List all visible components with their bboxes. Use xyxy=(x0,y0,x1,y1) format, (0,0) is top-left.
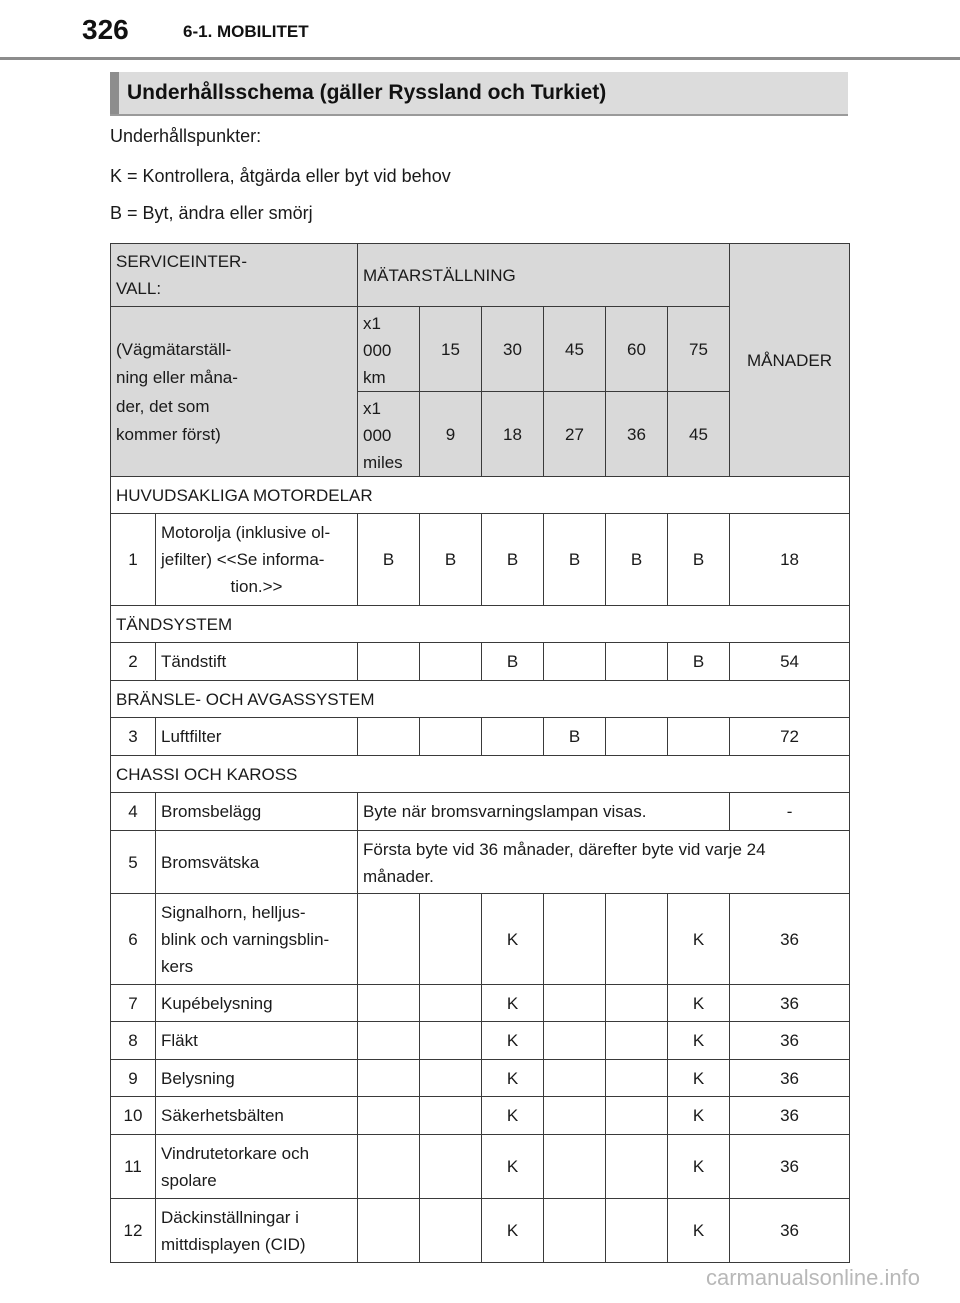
row-number: 2 xyxy=(111,643,156,681)
interval-note-line: der, det som xyxy=(116,396,210,416)
interval-cell: B xyxy=(544,718,606,756)
interval-cell xyxy=(606,1060,668,1097)
miles-value: 27 xyxy=(544,392,606,477)
table-row xyxy=(111,831,850,894)
miles-value: 18 xyxy=(482,392,544,477)
km-value: 30 xyxy=(482,307,544,392)
row-item: Bromsbelägg xyxy=(156,793,358,831)
miles-unit-line: x1 000 xyxy=(363,399,392,445)
section-heading-bar xyxy=(110,72,119,114)
row-item: Fläkt xyxy=(156,1022,358,1060)
row-item-line: mittdisplayen (CID) xyxy=(161,1234,306,1254)
table-header-row xyxy=(111,244,850,307)
interval-cell: K xyxy=(482,1199,544,1263)
chapter-title: 6-1. MOBILITET xyxy=(183,22,309,41)
row-item-line: Signalhorn, helljus- xyxy=(161,902,306,922)
table-row xyxy=(111,718,850,756)
intro-line: Underhållspunkter: xyxy=(110,126,262,146)
interval-cell: K xyxy=(668,1135,730,1199)
interval-cell xyxy=(544,1135,606,1199)
interval-cell xyxy=(606,1022,668,1060)
interval-note-line: (Vägmätarställ- xyxy=(116,339,232,359)
interval-cell: K xyxy=(668,1022,730,1060)
intro-line: K = Kontrollera, åtgärda eller byt vid behov xyxy=(110,166,451,186)
row-number: 3 xyxy=(111,718,156,756)
service-interval-line: SERVICEINTER- xyxy=(116,252,247,271)
months-cell: 36 xyxy=(730,1097,850,1135)
section-label: BRÄNSLE- OCH AVGASSYSTEM xyxy=(111,681,850,718)
odometer-header: MÄTARSTÄLLNING xyxy=(358,244,730,307)
interval-cell xyxy=(420,894,482,985)
interval-cell: K xyxy=(668,894,730,985)
interval-cell: K xyxy=(482,1022,544,1060)
page-header xyxy=(0,0,960,60)
row-item-line: spolare xyxy=(161,1170,217,1190)
interval-note-line: ning eller måna- xyxy=(116,368,238,387)
row-number: 9 xyxy=(111,1060,156,1097)
interval-cell: B xyxy=(544,514,606,606)
row-item-line: kers xyxy=(161,956,194,976)
row-item: Kupébelysning xyxy=(156,985,358,1022)
interval-note xyxy=(111,307,358,477)
interval-cell xyxy=(606,985,668,1022)
table-row xyxy=(111,1097,850,1135)
row-item: Säkerhetsbälten xyxy=(156,1097,358,1135)
table-row xyxy=(111,894,850,985)
interval-cell: B xyxy=(482,514,544,606)
interval-cell xyxy=(358,985,420,1022)
months-cell: 36 xyxy=(730,894,850,985)
row-number: 11 xyxy=(111,1135,156,1199)
interval-cell xyxy=(544,894,606,985)
row-number: 10 xyxy=(111,1097,156,1135)
interval-cell xyxy=(358,643,420,681)
interval-cell xyxy=(420,985,482,1022)
interval-cell: B xyxy=(420,514,482,606)
miles-value: 9 xyxy=(420,392,482,477)
row-item-line: Vindrutetorkare och xyxy=(161,1143,310,1163)
months-cell: 18 xyxy=(730,514,850,606)
row-item: Tändstift xyxy=(156,643,358,681)
section-row xyxy=(111,477,850,514)
interval-cell xyxy=(358,718,420,756)
months-cell: 36 xyxy=(730,1022,850,1060)
months-cell: - xyxy=(730,793,850,831)
interval-cell xyxy=(606,894,668,985)
interval-cell xyxy=(606,1135,668,1199)
interval-cell xyxy=(606,1199,668,1263)
section-label: HUVUDSAKLIGA MOTORDELAR xyxy=(111,477,850,514)
section-label: TÄNDSYSTEM xyxy=(111,606,850,643)
interval-cell xyxy=(668,718,730,756)
section-title: Underhållsschema (gäller Ryssland och Turkiet) xyxy=(127,81,607,104)
miles-unit-label xyxy=(358,392,420,477)
months-cell: 36 xyxy=(730,1199,850,1263)
interval-cell: K xyxy=(482,1060,544,1097)
row-item: Bromsvätska xyxy=(156,831,358,894)
section-row xyxy=(111,681,850,718)
interval-cell xyxy=(544,1060,606,1097)
miles-value: 36 xyxy=(606,392,668,477)
page-number: 326 xyxy=(82,14,129,45)
row-item-line: jefilter) <<Se informa- xyxy=(161,550,325,569)
row-item xyxy=(156,1199,358,1263)
interval-cell: K xyxy=(668,1199,730,1263)
interval-cell xyxy=(544,1097,606,1135)
interval-cell xyxy=(420,718,482,756)
interval-cell: K xyxy=(482,985,544,1022)
miles-unit-line: miles xyxy=(363,453,403,472)
interval-cell: B xyxy=(668,514,730,606)
interval-cell: K xyxy=(482,894,544,985)
row-note xyxy=(358,831,850,894)
months-cell: 36 xyxy=(730,985,850,1022)
interval-cell: K xyxy=(482,1097,544,1135)
row-item xyxy=(156,894,358,985)
months-cell: 72 xyxy=(730,718,850,756)
km-unit-line: km xyxy=(363,368,386,387)
row-item-line: Däckinställningar i xyxy=(161,1207,299,1227)
section-heading xyxy=(110,72,848,116)
interval-cell xyxy=(420,1135,482,1199)
months-cell: 36 xyxy=(730,1060,850,1097)
row-item-line: blink och varningsblin- xyxy=(161,929,330,949)
interval-cell xyxy=(420,1060,482,1097)
row-item-line: tion.>> xyxy=(230,577,283,596)
interval-cell xyxy=(544,1022,606,1060)
km-value: 15 xyxy=(420,307,482,392)
section-row xyxy=(111,606,850,643)
header-divider xyxy=(0,57,960,60)
interval-cell: K xyxy=(668,1060,730,1097)
interval-cell: B xyxy=(606,514,668,606)
table-row xyxy=(111,985,850,1022)
watermark: carmanualsonline.info xyxy=(705,1265,920,1290)
row-number: 7 xyxy=(111,985,156,1022)
interval-cell xyxy=(606,643,668,681)
row-number: 12 xyxy=(111,1199,156,1263)
table-row xyxy=(111,1060,850,1097)
row-item: Luftfilter xyxy=(156,718,358,756)
row-number: 4 xyxy=(111,793,156,831)
interval-cell xyxy=(358,1135,420,1199)
interval-cell xyxy=(358,1097,420,1135)
interval-cell xyxy=(358,1060,420,1097)
interval-cell xyxy=(420,1199,482,1263)
interval-cell: B xyxy=(668,643,730,681)
interval-cell xyxy=(544,985,606,1022)
interval-cell: B xyxy=(482,643,544,681)
row-item xyxy=(156,1135,358,1199)
interval-cell xyxy=(606,1097,668,1135)
row-note: Byte när bromsvarningslampan visas. xyxy=(358,793,730,831)
service-interval-header xyxy=(111,244,358,307)
km-unit-line: x1 000 xyxy=(363,314,392,360)
interval-cell xyxy=(544,1199,606,1263)
months-cell: 36 xyxy=(730,1135,850,1199)
interval-cell: K xyxy=(482,1135,544,1199)
table-row xyxy=(111,1022,850,1060)
interval-cell xyxy=(606,718,668,756)
interval-cell xyxy=(358,894,420,985)
km-unit-label xyxy=(358,307,420,392)
table-row xyxy=(111,1135,850,1199)
months-cell: 54 xyxy=(730,643,850,681)
table-row xyxy=(111,514,850,606)
maintenance-table xyxy=(110,243,850,1263)
table-row xyxy=(111,1199,850,1263)
interval-cell xyxy=(420,1097,482,1135)
interval-cell xyxy=(420,643,482,681)
section-label: CHASSI OCH KAROSS xyxy=(111,756,850,793)
km-value: 60 xyxy=(606,307,668,392)
interval-cell: B xyxy=(358,514,420,606)
interval-note-line: kommer först) xyxy=(116,425,221,444)
interval-cell xyxy=(420,1022,482,1060)
interval-cell xyxy=(544,643,606,681)
interval-cell xyxy=(482,718,544,756)
row-number: 6 xyxy=(111,894,156,985)
interval-cell xyxy=(358,1199,420,1263)
table-row xyxy=(111,643,850,681)
table-row xyxy=(111,793,850,831)
service-interval-line: VALL: xyxy=(116,279,162,298)
row-item: Belysning xyxy=(156,1060,358,1097)
interval-cell: K xyxy=(668,985,730,1022)
miles-value: 45 xyxy=(668,392,730,477)
row-note-line: Första byte vid 36 månader, därefter byte vid varje 24 xyxy=(363,839,766,859)
interval-cell xyxy=(358,1022,420,1060)
row-item xyxy=(156,514,358,606)
km-value: 75 xyxy=(668,307,730,392)
months-header: MÅNADER xyxy=(730,244,850,477)
row-number: 8 xyxy=(111,1022,156,1060)
section-row xyxy=(111,756,850,793)
intro-line: B = Byt, ändra eller smörj xyxy=(110,203,313,223)
row-number: 5 xyxy=(111,831,156,894)
interval-cell: K xyxy=(668,1097,730,1135)
row-item-line: Motorolja (inklusive ol- xyxy=(161,523,331,542)
row-note-line: månader. xyxy=(363,866,434,886)
row-number: 1 xyxy=(111,514,156,606)
km-value: 45 xyxy=(544,307,606,392)
